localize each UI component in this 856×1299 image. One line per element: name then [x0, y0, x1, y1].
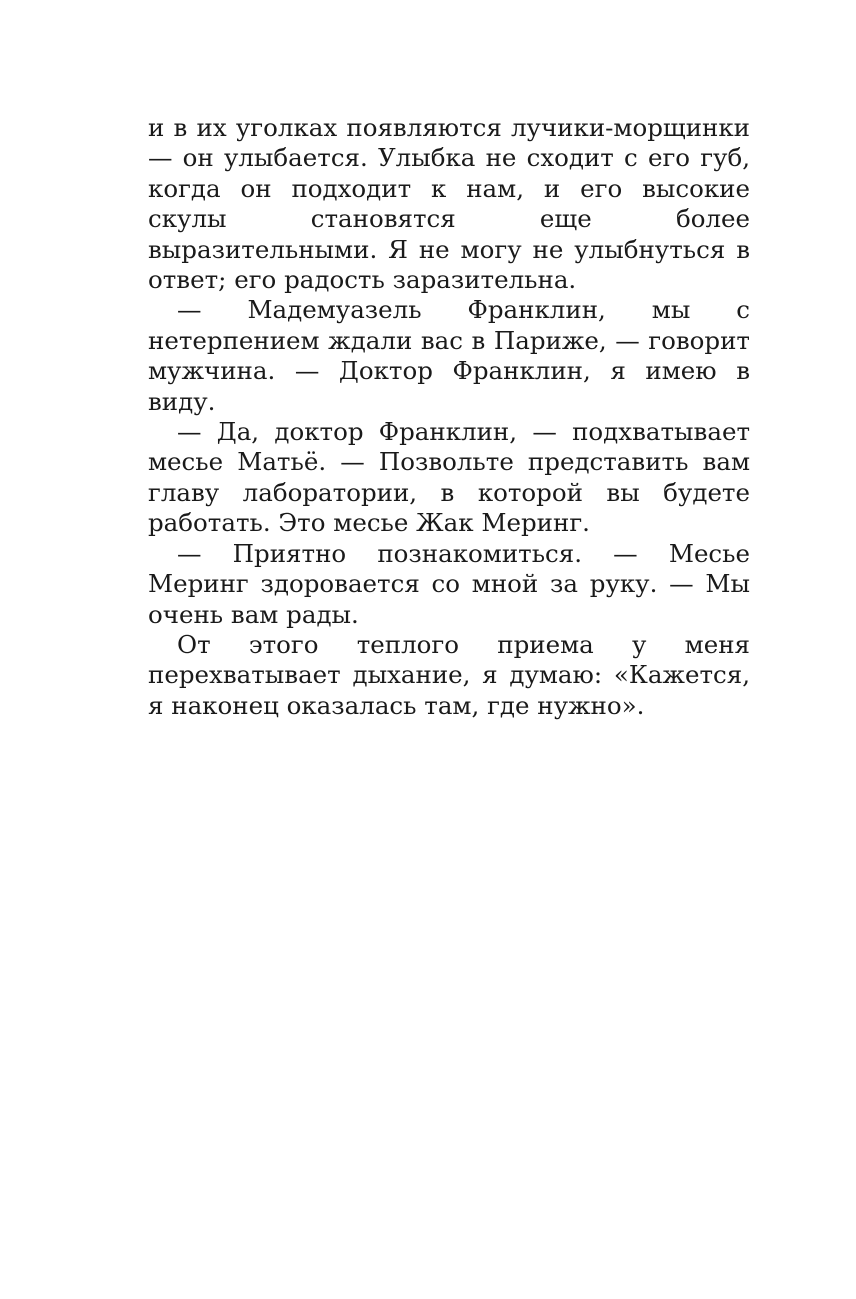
book-page-body	[148, 113, 750, 721]
paragraph-dialogue-mademoiselle: — Мадемуазель Франклин, мы с нетерпением ждали вас в Париже, — говорит мужчина. — Доктор Франклин, я имею в виду.	[148, 295, 750, 416]
paragraph-dialogue-greeting: — Приятно познакомиться. — Месье Меринг здоровается со мной за руку. — Мы очень вам рады.	[148, 538, 750, 629]
paragraph-dialogue-introduction: — Да, доктор Франклин, — подхватывает месье Матьё. — Позвольте представить вам главу лаборатории, в которой вы будете работать. Это месье Жак Меринг.	[148, 417, 750, 538]
paragraph-continuation: и в их уголках появляются лучики-морщинки — он улыбается. Улыбка не сходит с его губ, когда он подходит к нам, и его высокие скулы становятся еще более выразительными. Я не могу не улыбнуться в ответ; его радость заразительна.	[148, 113, 750, 295]
paragraph-closing-thought: От этого теплого приема у меня перехватывает дыхание, я думаю: «Кажется, я наконец оказалась там, где нужно».	[148, 629, 750, 720]
